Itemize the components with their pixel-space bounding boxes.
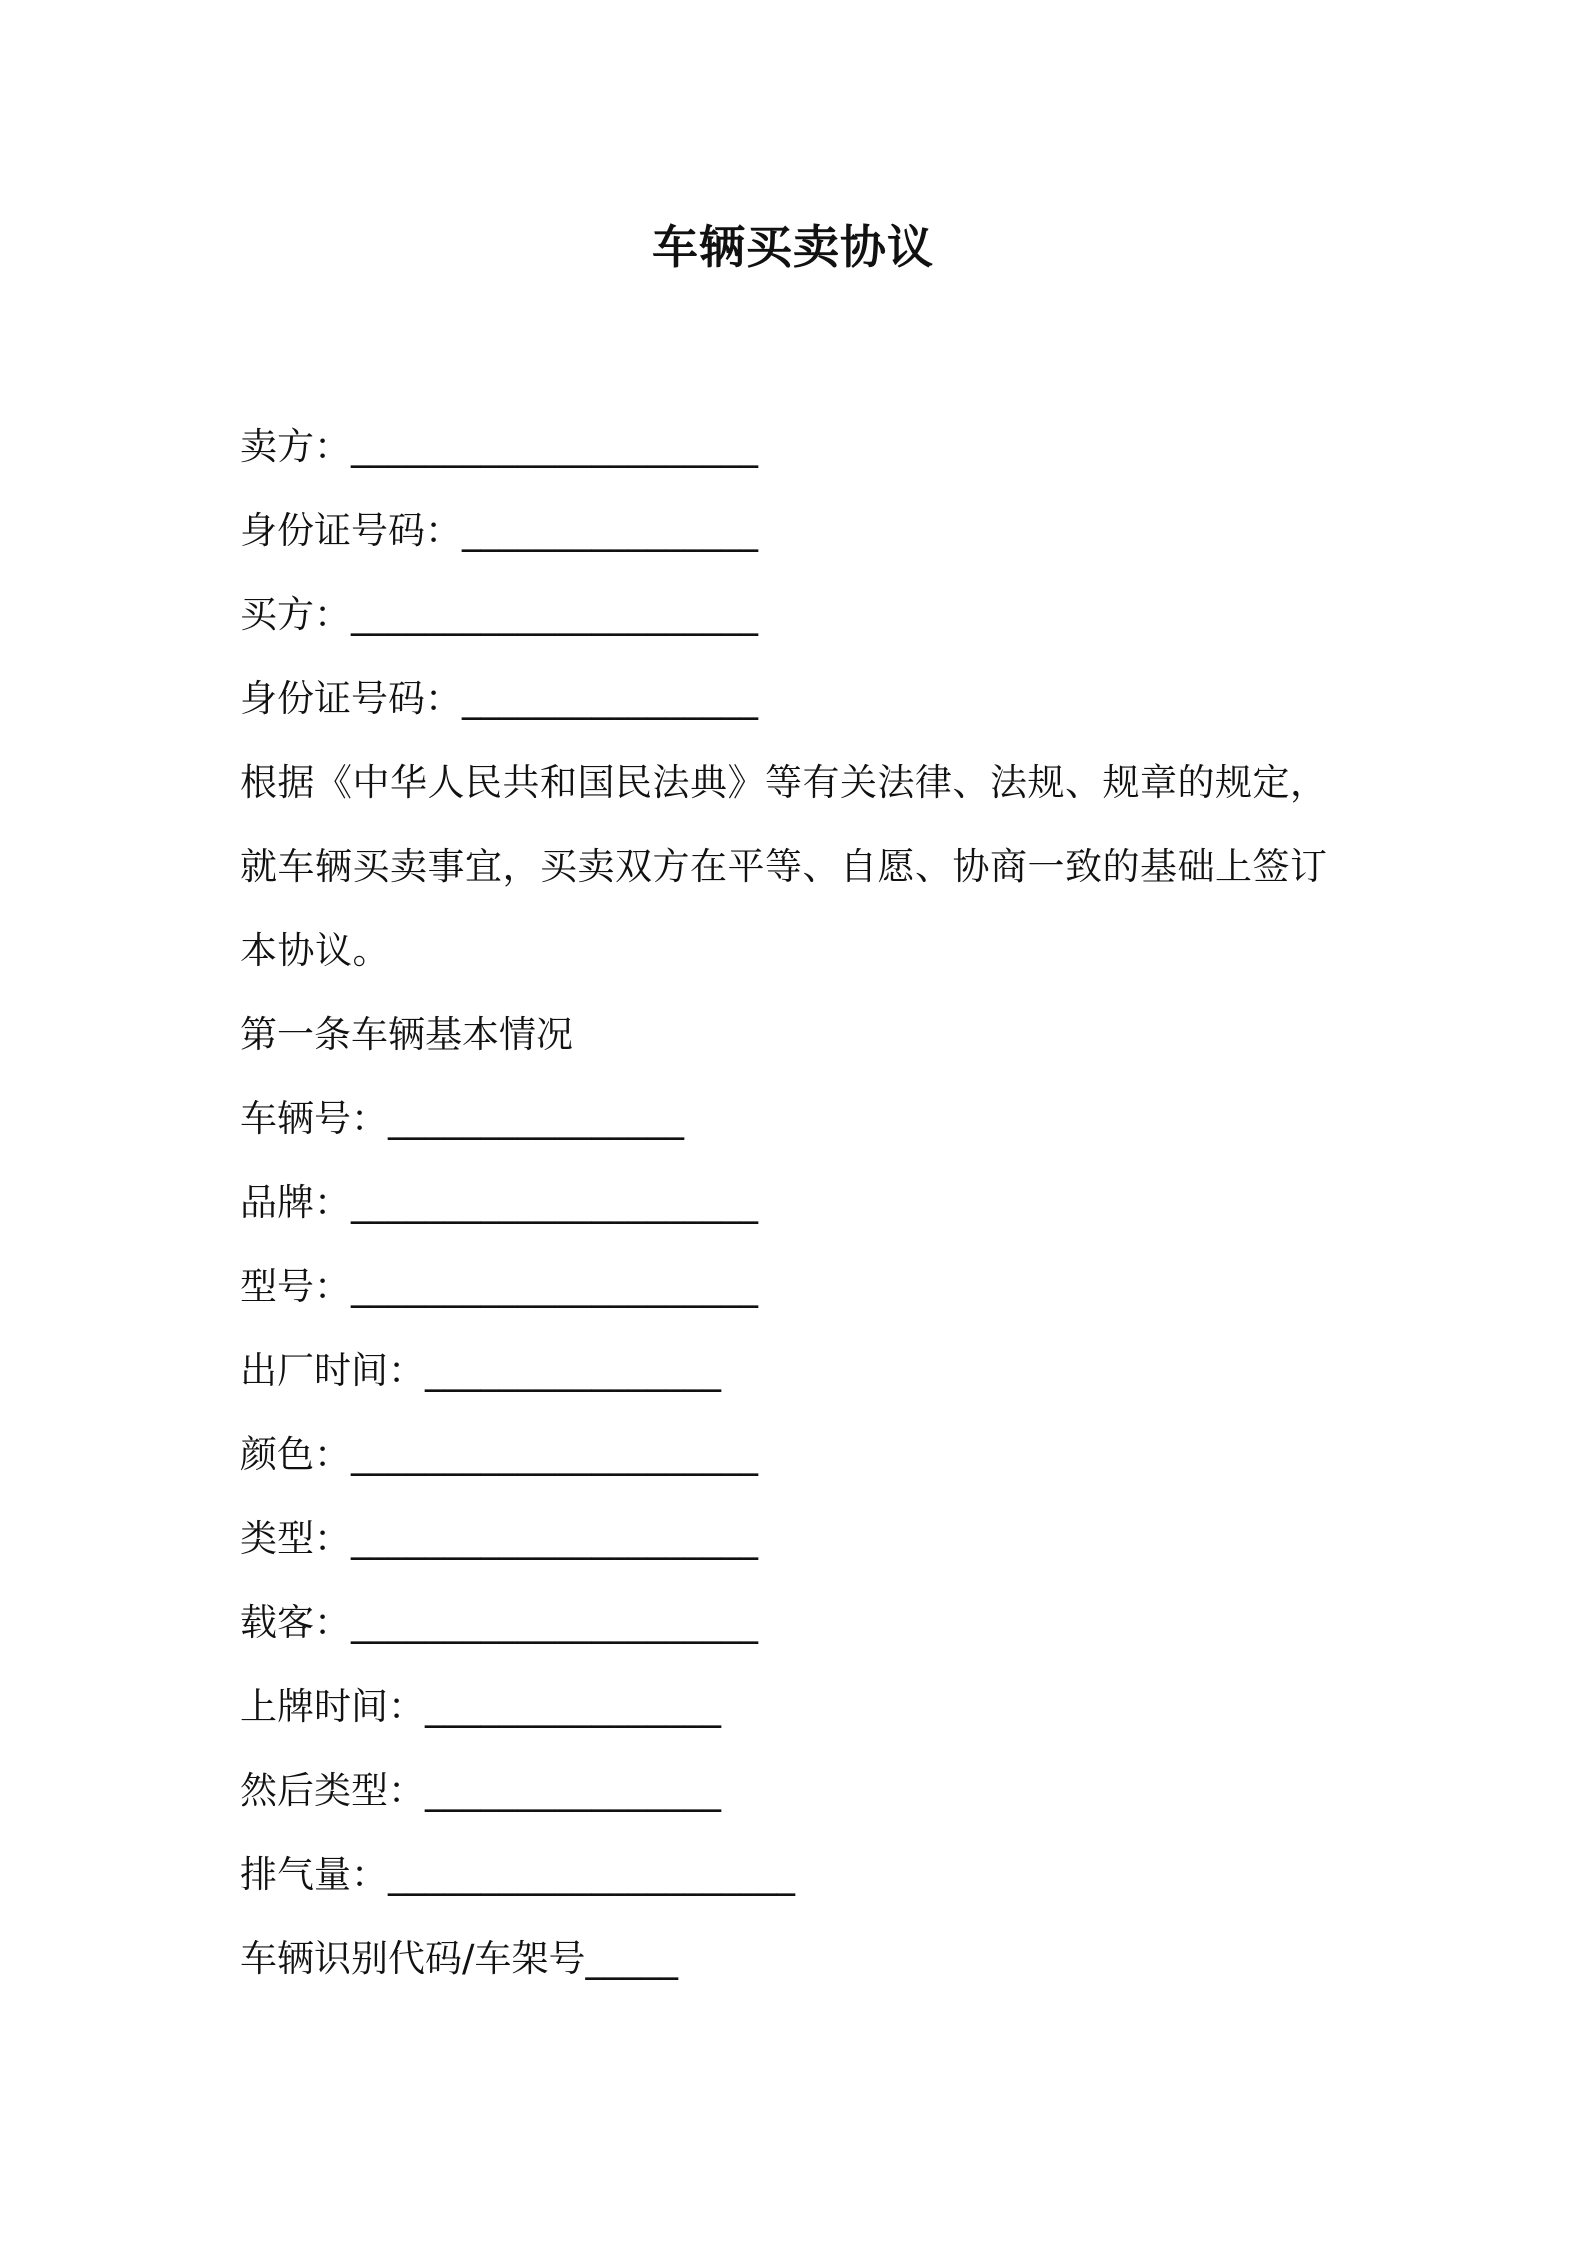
field-brand — [240, 1161, 1360, 1245]
seller-id-line — [240, 489, 1360, 573]
field-blank: _____ — [585, 1937, 678, 1980]
field-label: 车辆识别代码/车架号 — [240, 1937, 586, 1980]
seller-id-label: 身份证号码： — [240, 509, 462, 552]
article1-heading: 第一条车辆基本情况 — [240, 1013, 573, 1056]
field-label: 上牌时间： — [240, 1685, 425, 1728]
field-blank: ________________ — [425, 1349, 721, 1392]
field-label: 载客： — [240, 1601, 351, 1644]
seller-blank: ______________________ — [351, 425, 758, 468]
field-fuel-type — [240, 1749, 1360, 1833]
field-label: 颜色： — [240, 1433, 351, 1476]
field-vehicle-number — [240, 1077, 1360, 1161]
field-label: 车辆号： — [240, 1097, 388, 1140]
field-label: 出厂时间： — [240, 1349, 425, 1392]
field-model — [240, 1245, 1360, 1329]
buyer-blank: ______________________ — [351, 593, 758, 636]
field-passengers — [240, 1581, 1360, 1665]
field-blank: ________________ — [425, 1685, 721, 1728]
preamble-paragraph: 根据《中华人民共和国民法典》等有关法律、法规、规章的规定，就车辆买卖事宜，买卖双方在平等、自愿、协商一致的基础上签订本协议。 — [240, 761, 1328, 972]
field-blank: ______________________ — [388, 1853, 795, 1896]
buyer-id-label: 身份证号码： — [240, 677, 462, 720]
field-manufacture-date — [240, 1329, 1360, 1413]
field-displacement — [240, 1833, 1360, 1917]
field-label: 类型： — [240, 1517, 351, 1560]
field-blank: ________________ — [388, 1097, 684, 1140]
field-registration-date — [240, 1665, 1360, 1749]
field-blank: ______________________ — [351, 1265, 758, 1308]
field-blank: ______________________ — [351, 1601, 758, 1644]
field-label: 然后类型： — [240, 1769, 425, 1812]
seller-line — [240, 405, 1360, 489]
field-blank: ______________________ — [351, 1433, 758, 1476]
field-label: 品牌： — [240, 1181, 351, 1224]
buyer-line — [240, 573, 1360, 657]
document-title: 车辆买卖协议 — [652, 220, 934, 274]
buyer-id-blank: ________________ — [462, 677, 758, 720]
field-blank: ______________________ — [351, 1517, 758, 1560]
seller-id-blank: ________________ — [462, 509, 758, 552]
field-label: 排气量： — [240, 1853, 388, 1896]
buyer-label: 买方： — [240, 593, 351, 636]
field-vin — [240, 1917, 1360, 2001]
field-color — [240, 1413, 1360, 1497]
field-blank: ________________ — [425, 1769, 721, 1812]
field-label: 型号： — [240, 1265, 351, 1308]
seller-label: 卖方： — [240, 425, 351, 468]
field-type — [240, 1497, 1360, 1581]
document-body — [240, 405, 1360, 2001]
buyer-id-line — [240, 657, 1360, 741]
field-blank: ______________________ — [351, 1181, 758, 1224]
